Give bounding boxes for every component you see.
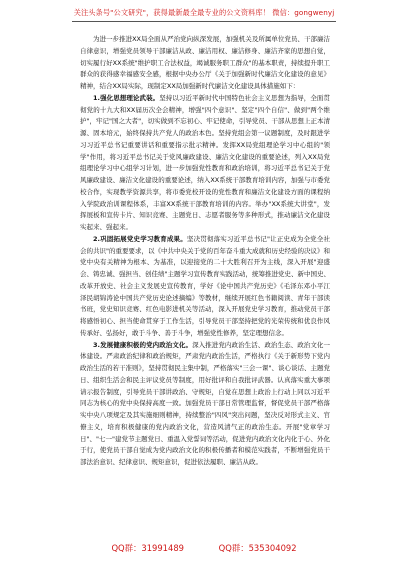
section-heading-2: 2.巩固拓展党史学习教育成果。 xyxy=(93,234,187,243)
section-heading-3: 3.发展健康积极的党内政治文化。 xyxy=(93,340,193,349)
qq-group-1: QQ群：31991489 xyxy=(111,543,184,553)
section-paragraph-1 xyxy=(80,93,330,234)
section-heading-1: 1.强化思想理论武装。 xyxy=(93,93,160,102)
paragraph-text: 深入推进党内政治生活、政治生态、政治文化一体建设。严肃政治纪律和政治规矩，严肃党内政治生活，严格执行《关于新形势下党内政治生活的若干准则》，坚持贯彻民主集中制，严格落实"三会一课"、谈心谈话、主题党日、组织生活会和民主评议党员等制度，用好批评和自我批评武器。认真落实重大事项请示报告制度，引导党员干部讲政治、守规矩，自觉在思想上政治上行动上同以习近平同志为核心的党中央保持高度一致。加强党员干部日常管理监督，督促党员干部严格落实中央八项规定及其实施细则精神，持续整治"四风"突出问题，坚决反对形式主义、官僚主义，培育积极健康的党内政治文化，营造风清气正的政治生态。开展"党章学习日"、"七一"建党节主题党日、重温入党誓词等活动，促进党内政治文化内化于心、外化于行，使党员干部自觉成为党内政治文化的积极传播者和模范实践者，不断增强党员干部法治意识、纪律意识、规矩意识，促进依法履职、廉洁从政。 xyxy=(80,340,331,466)
header-divider xyxy=(72,21,336,22)
page-header: 关注头条号"公文研究"，获得最新最全最专业的公文资料库！ 微信：gongwenyj xyxy=(73,8,335,17)
section-paragraph-2 xyxy=(80,234,330,340)
document-body xyxy=(80,34,330,469)
paragraph-text: 为进一步推进XX局全面从严治党向纵深发展，加强机关及所属单位党员、干部廉洁自律意识，增强党员领导干部廉洁从政、廉洁用权、廉洁修身、廉洁齐家的思想自觉，切实履行好XX系统"维护职工合法权益，竭诚服务职工群众"的基本职责，持续提升职工群众的获得感幸福感安全感，根据中央办公厅《关于加强新时代廉洁文化建设的意见》精神，结合XX局实际，现制定XX局加强新时代廉洁文化建设具体措施如下： xyxy=(80,35,330,90)
intro-paragraph xyxy=(80,34,330,93)
paragraph-text: 坚持以习近平新时代中国特色社会主义思想为指导，全面贯彻党的十九大和XX届历次全会精神，增强"四个意识"、坚定"四个自信"、做到"两个维护"，牢记"国之大者"，切实做到不忘初心、牢记使命，引导党员、干部从思想上正本清源、固本培元，始终保持共产党人的政治本色。坚持党组会第一议题制度，及时跟进学习习近平总书记重要讲话和重要指示批示精神。发挥XX局党组理论学习中心组的"领学"作用，将习近平总书记关于党风廉政建设、廉洁文化建设的重要论述，列入XX局党组理论学习中心组学习计划，进一步加强党性教育和政治培训，将习近平总书记关于党风廉政建设、廉洁文化建设的重要论述，纳入XX系统干部教育培训内容，加强与市委党校合作，实现教学资源共享，将市委党校开设的党性教育和廉洁文化建设方面的课程纳入学院政治训课程体系，丰富XX系统干部教育培训的内容。举办"XX系统大讲堂"，发挥展板和宣传卡片、知识竞赛、主题党日、志愿者服务等多种形式，推动廉洁文化建设实起来、强起来。 xyxy=(80,93,331,231)
paragraph-text: 坚决贯彻落实习近平总书记"让正史成为全党全社会的共识"的重要要求，以《中共中央关于党的百年奋斗重大成就和历史经验的决议》和党中央有关精神为根本、为基准，以迎接党的二十大胜利召开为主线，深入开展"迎盛会、铸忠诚、强担当、创佳绩"主题学习宣传教育实践活动，统筹推进党史、新中国史、改革开放史、社会主义发展史宣传教育，学好《论中国共产党历史》《毛泽东邓小平江泽民胡锦涛论中国共产党历史论述摘编》等教材，继续开展红色书籍阅读、青年干部读书班，党史知识竞赛、红色电影进机关等活动，深入开展党史学习教育，推动党员干部将感悟初心、担当使命贯穿于工作生活，引导党员干部坚持把党的光荣传统和优良作风传承好、弘扬好，敢于斗争、善于斗争，增强党性修养，坚定理想信念。 xyxy=(80,234,330,337)
section-paragraph-3 xyxy=(80,340,330,469)
qq-group-2: QQ群：535304092 xyxy=(218,543,297,553)
page-footer xyxy=(0,542,408,554)
